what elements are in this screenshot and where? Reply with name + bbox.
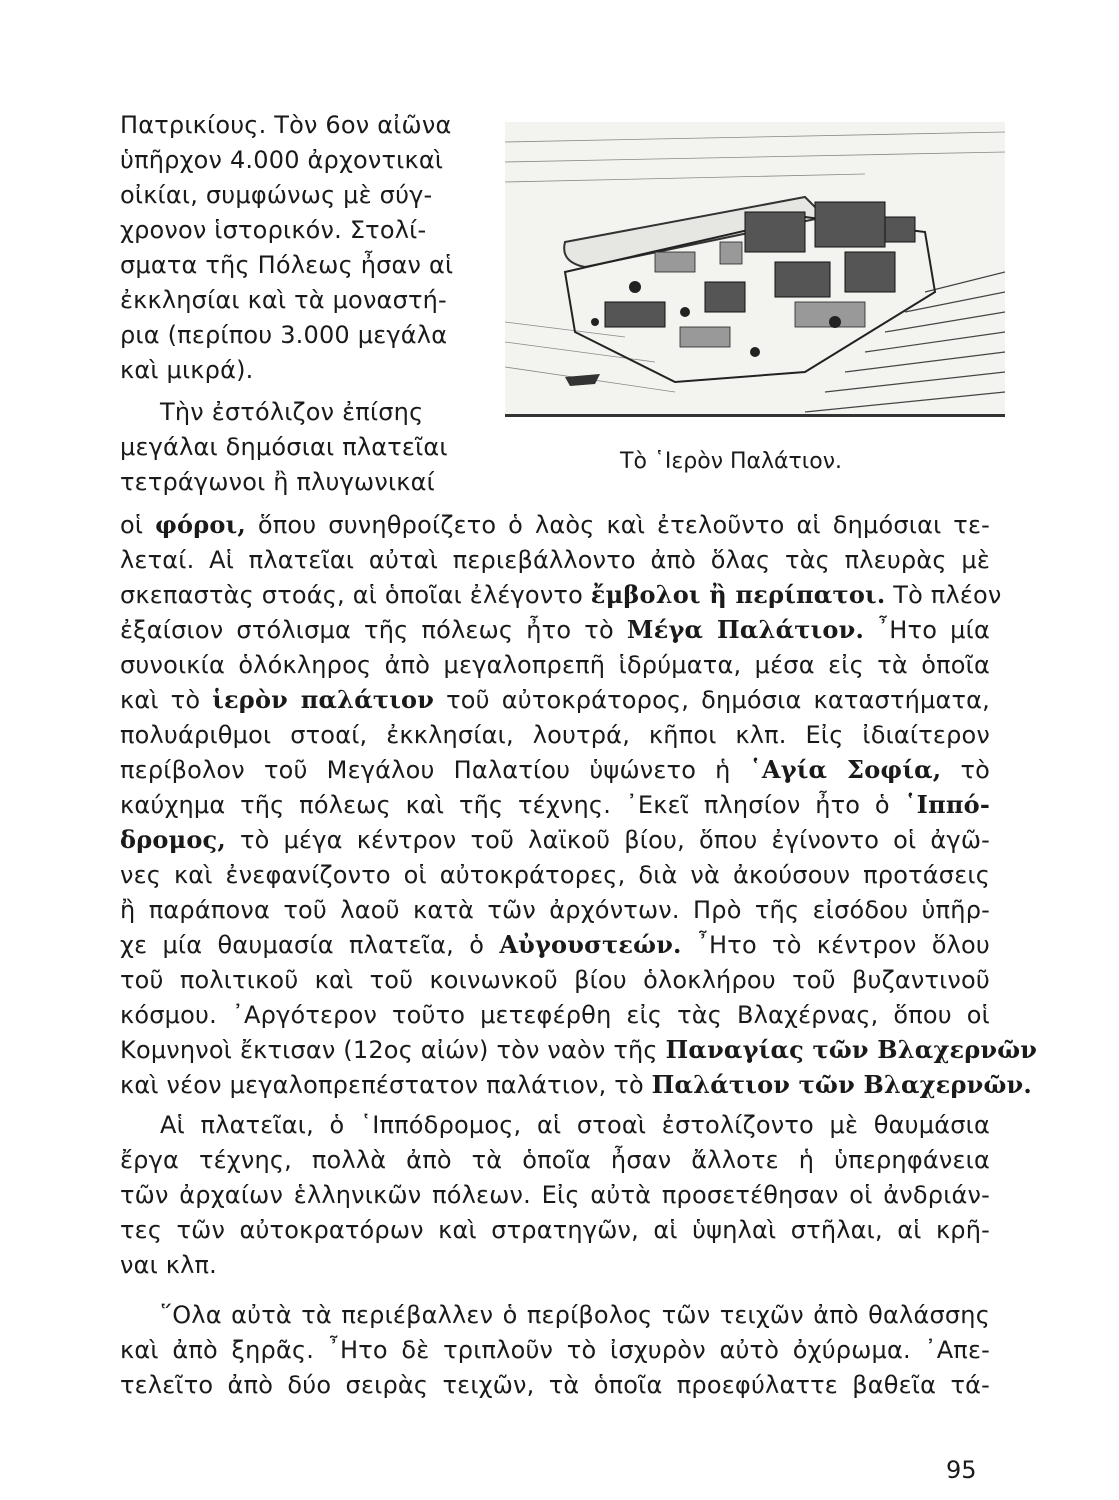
term-emvoloi: ἔμβολοι ἢ περίπατοι. bbox=[590, 580, 886, 609]
text-line: Τὴν ἐστόλιζον ἐπίσης bbox=[160, 398, 424, 426]
palace-engraving-drawing bbox=[505, 122, 1005, 414]
text-line: οἱ φόροι, ὅπου συνηθροίζετο ὁ λαὸς καὶ ἐτελοῦντο αἱ δημόσιαι τε- bbox=[120, 510, 990, 539]
text-line: σματα τῆς Πόλεως ἦσαν αἱ bbox=[120, 251, 454, 279]
text-line: τοῦ πολιτικοῦ καὶ τοῦ κοινωνκοῦ βίου ὁλοκλήρου τοῦ βυζαντινοῦ bbox=[120, 966, 990, 994]
text-line: Κομνηνοὶ ἔκτισαν (12ος αἰών) τὸν ναὸν τῆς Παναγίας τῶν Βλαχερνῶν bbox=[120, 1035, 1038, 1064]
text-line: χρονον ἱστορικόν. Στολί- bbox=[120, 216, 427, 244]
text-line: οἰκίαι, συμφώνως μὲ σύγ- bbox=[120, 181, 433, 209]
text-line: καὶ ἀπὸ ξηρᾶς. ῏Ητο δὲ τριπλοῦν τὸ ἰσχυρὸν αὐτὸ ὀχύρωμα. ᾿Απε- bbox=[120, 1336, 990, 1364]
text-line: δρομος, τὸ μέγα κέντρον τοῦ λαϊκοῦ βίου, ὅπου ἐγίνοντο οἱ ἀγῶ- bbox=[120, 825, 990, 854]
palace-illustration bbox=[505, 122, 1005, 417]
text-line: κόσμου. ᾿Αργότερον τοῦτο μετεφέρθη εἰς τὰς Βλαχέρνας, ὅπου οἱ bbox=[120, 1001, 990, 1029]
text-line: ναι κλπ. bbox=[120, 1251, 218, 1279]
text-line: Αἱ πλατεῖαι, ὁ ῾Ιππόδρομος, αἱ στοαὶ ἐστολίζοντο μὲ θαυμάσια bbox=[160, 1111, 990, 1139]
page-number: 95 bbox=[946, 1456, 977, 1484]
text-line: περίβολον τοῦ Μεγάλου Παλατίου ὑψώνετο ἡ ῾Αγία Σοφία, τὸ bbox=[120, 755, 990, 784]
text-line: τῶν ἀρχαίων ἑλληνικῶν πόλεων. Εἰς αὐτὰ προσετέθησαν οἱ ἀνδριάν- bbox=[120, 1181, 990, 1209]
text-line: καὶ τὸ ἱερὸν παλάτιον τοῦ αὐτοκράτορος, δημόσια καταστήματα, bbox=[120, 685, 990, 714]
text-line: ἔργα τέχνης, πολλὰ ἀπὸ τὰ ὁποῖα ἦσαν ἄλλοτε ἡ ὑπερηφάνεια bbox=[120, 1146, 990, 1174]
term-ippodromos-start: ῾Ιππό- bbox=[904, 790, 990, 819]
text-line: τετράγωνοι ἢ πλυγωνικαί bbox=[120, 468, 435, 496]
text-line: λεταί. Αἱ πλατεῖαι αὐταὶ περιεβάλλοντο ἀπὸ ὅλας τὰς πλευρὰς μὲ bbox=[120, 546, 990, 574]
text-line: Πατρικίους. Τὸν 6ον αἰῶνα bbox=[120, 111, 452, 139]
figure-caption: Τὸ ῾Ιερὸν Παλάτιον. bbox=[620, 449, 842, 474]
text-line: μεγάλαι δημόσιαι πλατεῖαι bbox=[120, 433, 448, 461]
text-line: τελεῖτο ἀπὸ δύο σειρὰς τειχῶν, τὰ ὁποῖα προεφύλαττε βαθεῖα τά- bbox=[120, 1371, 990, 1399]
term-mega-palation: Μέγα Παλάτιον. bbox=[626, 615, 865, 644]
text-line: ῞Ολα αὐτὰ τὰ περιέβαλλεν ὁ περίβολος τῶν τειχῶν ἀπὸ θαλάσσης bbox=[160, 1301, 990, 1329]
text-line: νες καὶ ἐνεφανίζοντο οἱ αὐτοκράτορες, διὰ νὰ ἀκούσουν προτάσεις bbox=[120, 861, 990, 889]
text-line: καύχημα τῆς πόλεως καὶ τῆς τέχνης. ᾿Εκεῖ πλησίον ἦτο ὁ ῾Ιππό- bbox=[120, 790, 990, 819]
text-line: καὶ μικρά). bbox=[120, 356, 254, 384]
text-line: χε μία θαυμασία πλατεῖα, ὁ Αὐγουστεών. ῏Ητο τὸ κέντρον ὅλου bbox=[120, 930, 990, 959]
text-line: ὑπῆρχον 4.000 ἀρχοντικαὶ bbox=[120, 146, 444, 174]
term-fori: φόροι, bbox=[155, 510, 246, 539]
text-line: ἐξαίσιον στόλισμα τῆς πόλεως ἦτο τὸ Μέγα Παλάτιον. ῏Ητο μία bbox=[120, 615, 990, 644]
text-line: συνοικία ὁλόκληρος ἀπὸ μεγαλοπρεπῆ ἱδρύματα, μέσα εἰς τὰ ὁποῖα bbox=[120, 651, 990, 679]
term-agia-sofia: ῾Αγία Σοφία, bbox=[749, 755, 942, 784]
term-avgousteon: Αὐγουστεών. bbox=[499, 930, 682, 959]
text-line: καὶ νέον μεγαλοπρεπέστατον παλάτιον, τὸ Παλάτιον τῶν Βλαχερνῶν. bbox=[120, 1070, 1032, 1099]
text-line: πολυάριθμοι στοαί, ἐκκλησίαι, λουτρά, κῆποι κλπ. Εἰς ἰδιαίτερον bbox=[120, 721, 990, 749]
text-line: ἢ παράπονα τοῦ λαοῦ κατὰ τῶν ἀρχόντων. Πρὸ τῆς εἰσόδου ὑπῆρ- bbox=[120, 896, 990, 924]
term-ippodromos-end: δρομος, bbox=[120, 825, 226, 854]
text-line: ρια (περίπου 3.000 μεγάλα bbox=[120, 321, 448, 349]
text-line: ἐκκλησίαι καὶ τὰ μοναστή- bbox=[120, 286, 447, 314]
text-line: τες τῶν αὐτοκρατόρων καὶ στρατηγῶν, αἱ ὑψηλαὶ στῆλαι, αἱ κρῆ- bbox=[120, 1216, 990, 1244]
term-palation-vlachernon: Παλάτιον τῶν Βλαχερνῶν. bbox=[651, 1070, 1032, 1099]
term-panagia-vlachernon: Παναγίας τῶν Βλαχερνῶν bbox=[665, 1035, 1038, 1064]
text-line: σκεπαστὰς στοάς, αἱ ὁποῖαι ἐλέγοντο ἔμβολοι ἢ περίπατοι. Τὸ πλέον bbox=[120, 580, 1002, 609]
term-ieron-palation: ἱερὸν παλάτιον bbox=[212, 685, 435, 714]
